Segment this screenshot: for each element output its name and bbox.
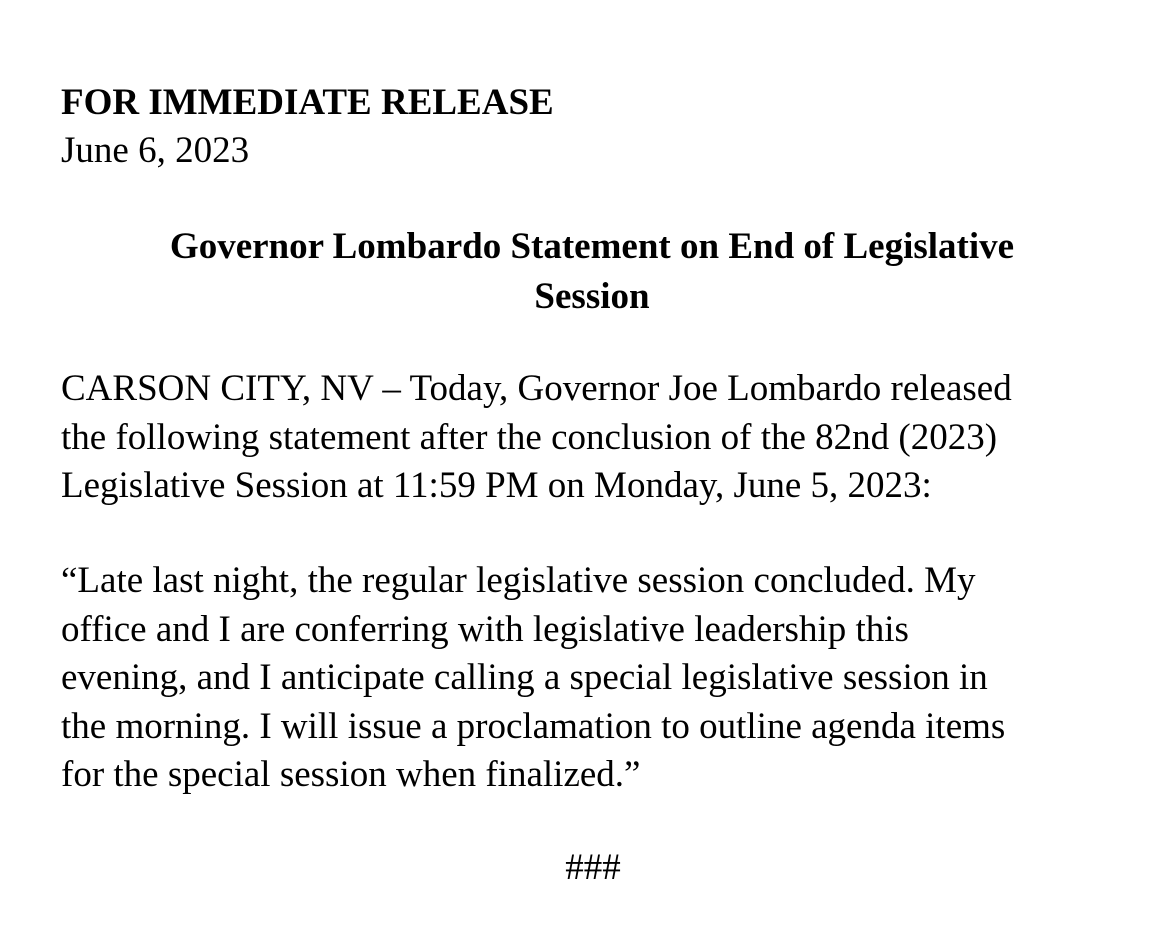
release-label: FOR IMMEDIATE RELEASE	[61, 82, 554, 123]
quote-line: for the special session when finalized.”	[61, 754, 641, 795]
quote-line: office and I are conferring with legislative leadership this	[61, 608, 909, 650]
intro-line: CARSON CITY, NV – Today, Governor Joe Lombardo released	[61, 368, 1012, 409]
intro-line: Legislative Session at 11:59 PM on Monday, June 5, 2023:	[61, 465, 932, 506]
intro-line: the following statement after the conclusion of the 82nd (2023)	[61, 416, 998, 458]
headline-line: Session	[534, 276, 650, 317]
headline-line: Governor Lombardo Statement on End of Legislative	[169, 226, 1015, 267]
quote-line: evening, and I anticipate calling a special legislative session in	[61, 657, 988, 698]
intro-paragraph	[61, 365, 1141, 511]
end-mark: ###	[565, 847, 621, 888]
quote-line: “Late last night, the regular legislative session concluded. My	[61, 560, 976, 601]
quote-paragraph	[61, 557, 1141, 800]
quote-line: the morning. I will issue a proclamation to outline agenda items	[61, 705, 1006, 747]
release-date: June 6, 2023	[61, 130, 250, 171]
headline	[80, 222, 1104, 322]
